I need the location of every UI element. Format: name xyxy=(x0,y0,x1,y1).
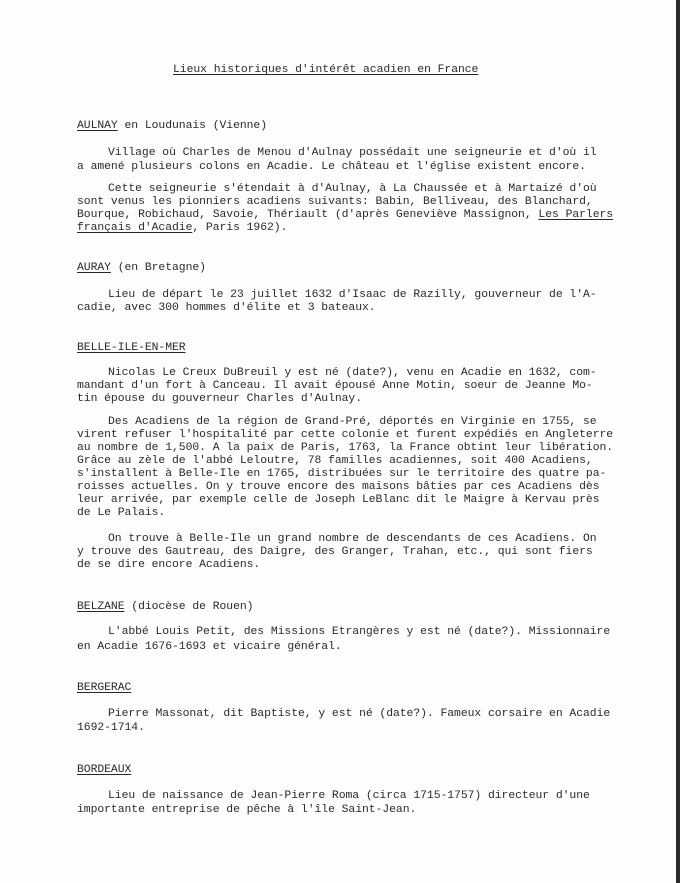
entry-heading-auray xyxy=(77,262,206,274)
entry-heading-bergerac xyxy=(77,682,131,694)
text-line: de Le Palais. xyxy=(77,507,166,519)
text-line: en Acadie 1676-1693 et vicaire général. xyxy=(77,641,342,653)
place-name: BELLE-ILE-EN-MER xyxy=(77,342,186,354)
text-line: de se dire encore Acadiens. xyxy=(77,559,261,571)
entry-heading-aulnay xyxy=(77,120,267,132)
text-line: Des Acadiens de la région de Grand-Pré, déportés en Virginie en 1755, se xyxy=(108,416,597,428)
text-line: Lieu de départ le 23 juillet 1632 d'Isaac de Razilly, gouverneur de l'A- xyxy=(108,289,597,301)
text-line: Pierre Massonat, dit Baptiste, y est né (date?). Fameux corsaire en Acadie xyxy=(108,708,611,720)
place-name: AURAY xyxy=(77,262,111,274)
text-line: tin épouse du gouverneur Charles d'Aulnay. xyxy=(77,393,362,405)
page-title: Lieux historiques d'intérêt acadien en France xyxy=(173,64,479,76)
place-name: BERGERAC xyxy=(77,682,132,694)
place-name: AULNAY xyxy=(77,120,118,132)
book-title: Les Parlers xyxy=(538,209,614,221)
place-name: BORDEAUX xyxy=(77,764,132,776)
text-line: cadie, avec 300 hommes d'élite et 3 bateaux. xyxy=(77,302,376,314)
place-region: (diocèse de Rouen) xyxy=(124,601,254,613)
text-line: On trouve à Belle-Ile un grand nombre de descendants de ces Acadiens. On xyxy=(108,533,597,545)
text-line-part: Bourque, Robichaud, Savoie, Thériault (d'après Geneviève Massignon, xyxy=(77,209,539,221)
text-line: Cette seigneurie s'étendait à d'Aulnay, à La Chaussée et à Martaizé d'où xyxy=(108,183,597,195)
text-line: Grâce au zèle de l'abbé Leloutre, 78 familles acadiennes, soit 400 Acadiens, xyxy=(77,455,593,467)
text-line xyxy=(77,209,613,222)
text-line: mandant d'un fort à Canceau. Il avait épousé Anne Motin, soeur de Jeanne Mo- xyxy=(77,380,593,392)
text-line: au nombre de 1,500. A la paix de Paris, 1763, la France obtint leur libération. xyxy=(77,442,614,454)
text-line: 1692-1714. xyxy=(77,722,145,734)
text-line: leur arrivée, par exemple celle de Joseph LeBlanc dit le Maigre à Kervau près xyxy=(77,494,600,506)
text-line: a amené plusieurs colons en Acadie. Le château et l'église existent encore. xyxy=(77,161,586,173)
text-line: roisses actuelles. On y trouve encore des maisons bâties par ces Acadiens dès xyxy=(77,481,600,493)
text-line: Village où Charles de Menou d'Aulnay possédait une seigneurie et d'où il xyxy=(108,147,597,159)
text-line: L'abbé Louis Petit, des Missions Etrangères y est né (date?). Missionnaire xyxy=(108,626,611,638)
place-region: (en Bretagne) xyxy=(110,262,206,274)
entry-heading-belzane xyxy=(77,601,253,613)
entry-heading-bordeaux xyxy=(77,764,131,776)
text-line: Lieu de naissance de Jean-Pierre Roma (circa 1715-1757) directeur d'une xyxy=(108,790,590,802)
text-line: y trouve des Gautreau, des Daigre, des Granger, Trahan, etc., qui sont fiers xyxy=(77,546,593,558)
text-line-part: , Paris 1962). xyxy=(192,222,288,234)
place-name: BELZANE xyxy=(77,601,125,613)
text-line: virent refuser l'hospitalité par cette colonie et furent expédiés en Angleterre xyxy=(77,429,614,441)
text-line: Nicolas Le Creux DuBreuil y est né (date?), venu en Acadie en 1632, com- xyxy=(108,367,597,379)
text-line: importante entreprise de pêche à l'île Saint-Jean. xyxy=(77,804,417,816)
entry-heading-belle-ile xyxy=(77,342,186,354)
text-line: sont venus les pionniers acadiens suivants: Babin, Belliveau, des Blanchard, xyxy=(77,196,593,208)
text-line: s'installent à Belle-Ile en 1765, distribuées sur le territoire des quatre pa- xyxy=(77,468,607,480)
book-title: français d'Acadie xyxy=(77,222,193,234)
text-line xyxy=(77,222,287,235)
place-region: en Loudunais (Vienne) xyxy=(117,120,267,132)
